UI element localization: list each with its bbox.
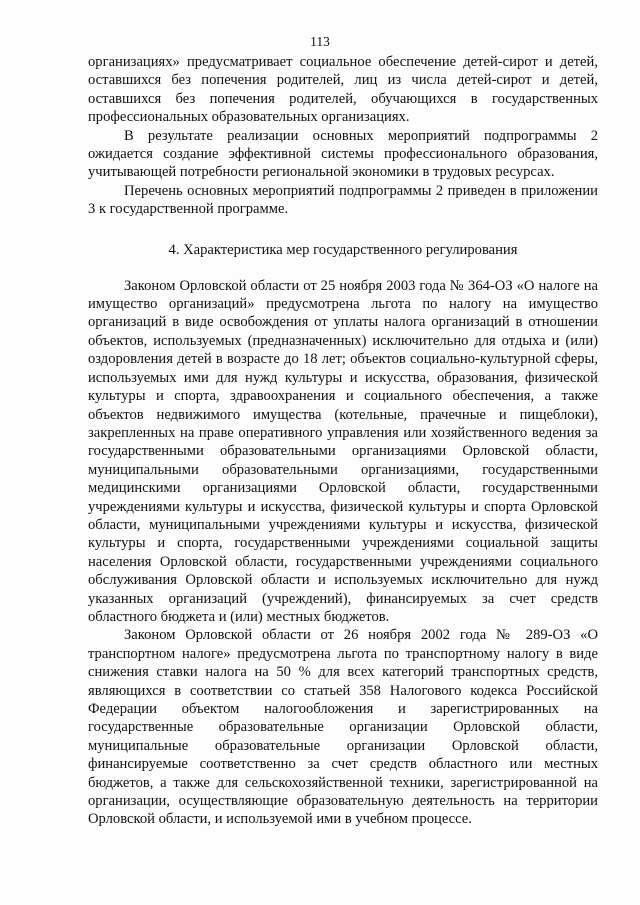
paragraph-transport-tax-law: Законом Орловской области от 26 ноября 2002 года № 289-ОЗ «О транспортном налоге» предусмотрена льгота по транспортному налогу в виде снижения ставки налога на 50 % для всех категорий транспортных средств, являющихся в соответствии со статьей 358 Налогового кодекса Российской Федерации объектом налогообложения и зарегистрированных на государственные образовательные организации Орловской области, муниципальные образовательные организации Орловской области, финансируемые соответственно за счет средств областного или местных бюджетов, а также для сельскохозяйственной техники, зарегистрированной на организации, осуществляющие образовательную деятельность на территории Орловской области, и используемой ими в учебном процессе. (88, 627, 598, 828)
page-number: 113 (310, 34, 330, 49)
paragraph-orphan-provision: организациях» предусматривает социальное обеспечение детей-сирот и детей, оставшихся без попечения родителей, лиц из числа детей-сирот и детей, оставшихся без попечения родителей, обучающихся в государственных профессиональных образовательных организациях. (88, 54, 598, 126)
paragraph-measures-list: Перечень основных мероприятий подпрограммы 2 приведен в приложении 3 к государственной программе. (88, 182, 598, 218)
document-body (88, 53, 598, 829)
section-heading: 4. Характеристика мер государственного регулирования (168, 241, 518, 258)
paragraph-expected-results: В результате реализации основных мероприятий подпрограммы 2 ожидается создание эффективной системы профессионального образования, учитывающей потребности региональной экономики в трудовых ресурсах. (88, 127, 598, 181)
paragraph-property-tax-law: Законом Орловской области от 25 ноября 2003 года № 364-ОЗ «О налоге на имущество организаций» предусмотрена льгота по налогу на имущество организаций в виде освобождения от уплаты налога организаций в отношении объектов, используемых (предназначенных) исключительно для отдыха и (или) оздоровления детей в возрасте до 18 лет; объектов социально-культурной сферы, используемых ими для нужд культуры и искусства, образования, физической культуры и спорта, здравоохранения и социального обеспечения, а также объектов недвижимого имущества (котельные, прачечные и пищеблоки), закрепленных на праве оперативного управления или хозяйственного ведения за государственными образовательными организациями Орловской области, муниципальными образовательными организациями, государственными медицинскими организациями Орловской области, государственными учреждениями культуры и искусства, физической культуры и спорта Орловской области, муниципальными учреждениями культуры и искусства, физической культуры и спорта, государственными учреждениями социальной защиты населения Орловской области, государственными учреждениями социального обслуживания Орловской области и используемых исключительно для нужд указанных организаций (учреждений), финансируемых за счет средств областного бюджета и (или) местных бюджетов. (88, 277, 598, 625)
